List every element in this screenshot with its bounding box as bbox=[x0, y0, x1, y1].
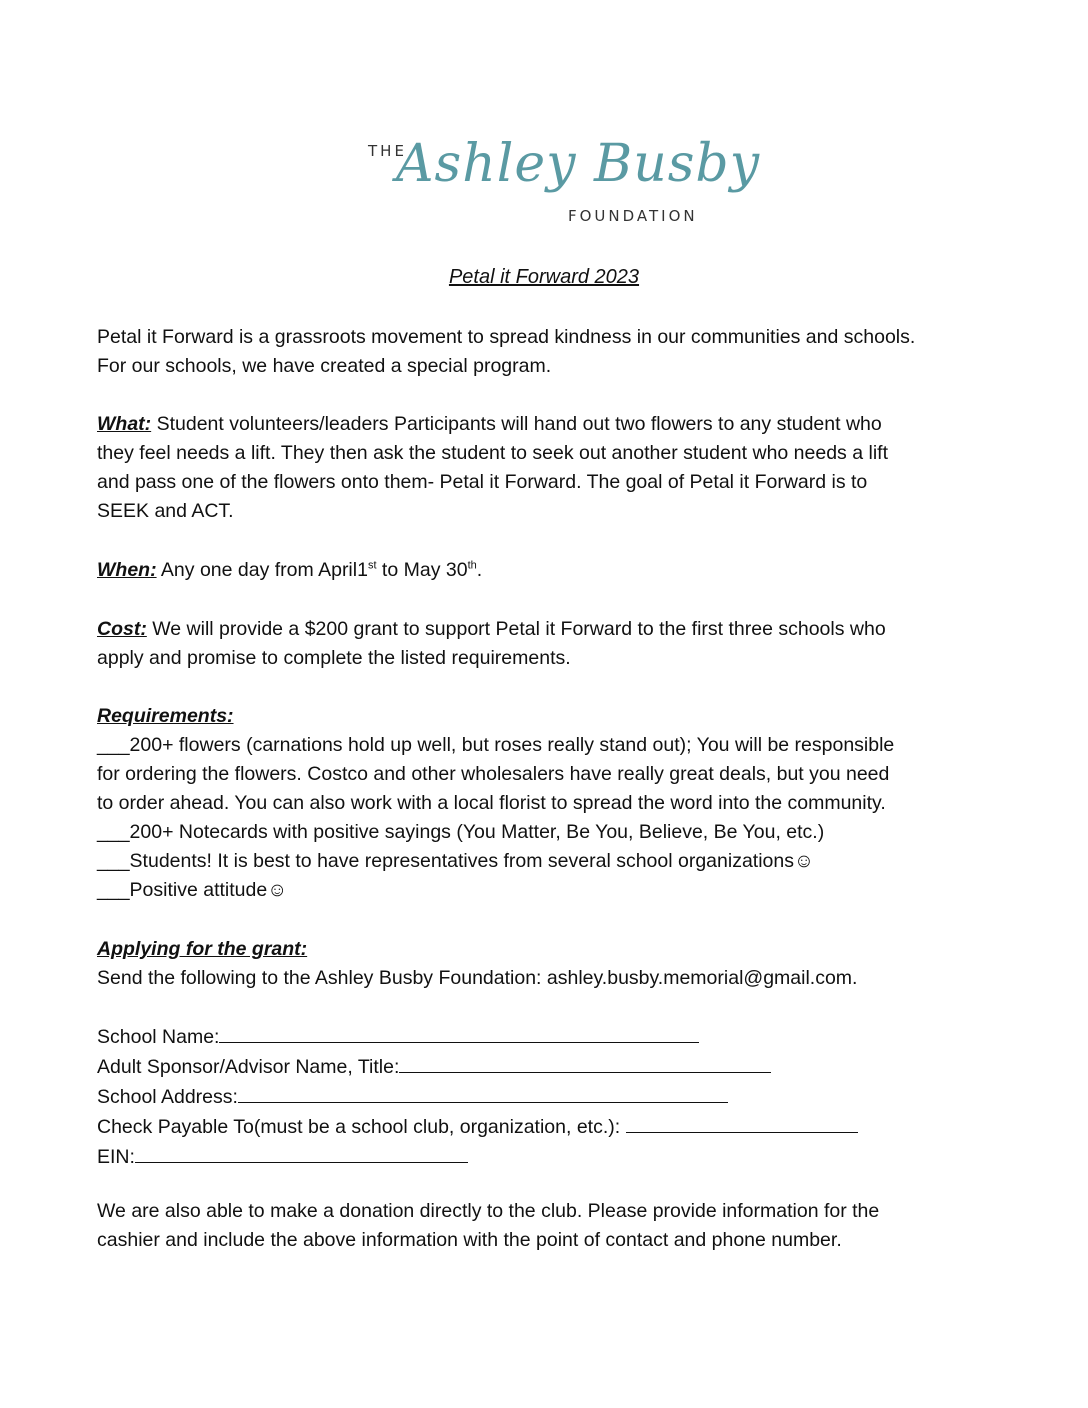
cost-section: Cost: We will provide a $200 grant to support Petal it Forward to the first three schools who apply and promise to complete the listed requirements. bbox=[97, 618, 886, 669]
requirement-attitude: ___Positive attitude☺ bbox=[97, 879, 288, 901]
checkbox-blank[interactable]: ___ bbox=[97, 879, 130, 901]
intro-paragraph: Petal it Forward is a grassroots movement to spread kindness in our communities and schools. For our schools, we have created a special program. bbox=[97, 326, 916, 377]
sponsor-row: Adult Sponsor/Advisor Name, Title: bbox=[97, 1052, 1027, 1082]
requirement-flowers: ___200+ flowers (carnations hold up well, but roses really stand out); You will be responsible bbox=[97, 734, 895, 756]
when-label: When: bbox=[97, 559, 157, 581]
what-label: What: bbox=[97, 413, 152, 435]
checkbox-blank[interactable]: ___ bbox=[97, 734, 130, 756]
document-title: Petal it Forward 2023 bbox=[448, 266, 640, 288]
requirements-label: Requirements: bbox=[97, 705, 234, 727]
requirement-notecards: ___200+ Notecards with positive sayings (You Matter, Be You, Believe, Be You, etc.) bbox=[97, 821, 825, 843]
logo-foundation: FOUNDATION bbox=[568, 207, 698, 225]
sponsor-field[interactable] bbox=[399, 1052, 771, 1073]
check-payable-field[interactable] bbox=[626, 1112, 858, 1133]
logo-the: THE bbox=[368, 142, 407, 160]
application-form bbox=[97, 1022, 1027, 1172]
check-payable-row: Check Payable To(must be a school club, organization, etc.): bbox=[97, 1112, 1027, 1142]
requirement-students: ___Students! It is best to have representatives from several school organizations☺ bbox=[97, 850, 814, 872]
foundation-logo bbox=[368, 134, 761, 230]
checkbox-blank[interactable]: ___ bbox=[97, 850, 130, 872]
cost-label: Cost: bbox=[97, 618, 147, 640]
applying-section bbox=[97, 935, 1027, 993]
school-name-row: School Name: bbox=[97, 1022, 1027, 1052]
applying-label: Applying for the grant: bbox=[97, 938, 308, 960]
ein-row: EIN: bbox=[97, 1142, 1027, 1172]
applying-text: Send the following to the Ashley Busby Foundation: ashley.busby.memorial@gmail.com. bbox=[97, 967, 858, 989]
when-section: When: Any one day from April1st to May 30th. bbox=[97, 559, 483, 581]
address-field[interactable] bbox=[238, 1082, 728, 1103]
address-row: School Address: bbox=[97, 1082, 1027, 1112]
checkbox-blank[interactable]: ___ bbox=[97, 821, 130, 843]
school-name-field[interactable] bbox=[219, 1022, 699, 1043]
logo-script-name: Ashley Busby bbox=[396, 134, 761, 194]
requirements-section: Requirements: ___200+ flowers (carnations hold up well, but roses really stand out); You will be responsible for ordering the flowers. Costco and other wholesalers have really great deals, but you need to order ahead. You can also work with a local florist to spread the word into the community. ___200+ Notecards with positive sayings (You Matter, Be You, Believe, Be You, etc.) ___Students! It is best to have representatives from several school organizations☺ ___Positive attitude☺ bbox=[97, 702, 1027, 905]
closing-paragraph: We are also able to make a donation directly to the club. Please provide information for the cashier and include the above information with the point of contact and phone number. bbox=[97, 1200, 880, 1251]
ein-field[interactable] bbox=[135, 1142, 468, 1163]
what-section: What: Student volunteers/leaders Participants will hand out two flowers to any student who they feel needs a lift. They then ask the student to seek out another student who needs a lift and pass one of the flowers onto them- Petal it Forward. The goal of Petal it Forward is to SEEK and ACT. bbox=[97, 413, 888, 522]
